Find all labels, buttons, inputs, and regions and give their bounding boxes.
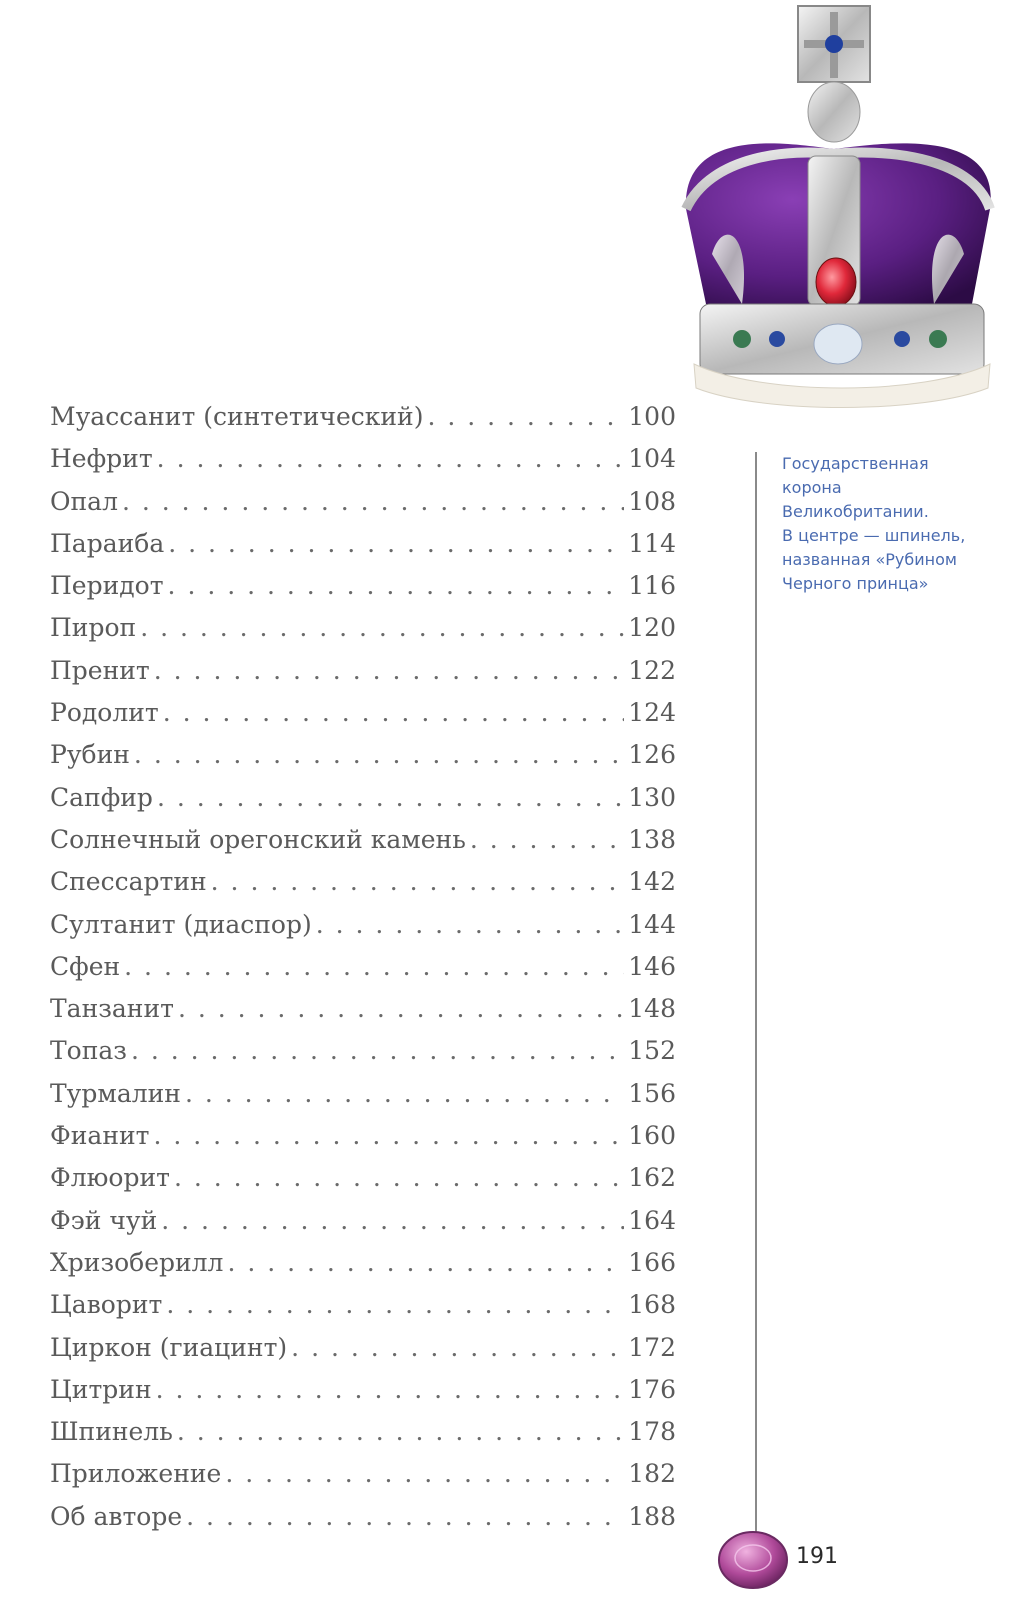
toc-entry	[50, 607, 676, 649]
toc-entry-title: Родолит	[50, 698, 159, 728]
toc-entry-title: Шпинель	[50, 1417, 173, 1447]
toc-entry-title: Параиба	[50, 528, 165, 558]
toc-entry	[50, 1030, 676, 1072]
toc-entry	[50, 565, 676, 607]
toc-entry-page: 116	[628, 571, 676, 601]
caption-line: названная «Рубином	[782, 550, 957, 569]
toc-leader-dots	[163, 692, 625, 734]
toc-entry-page: 120	[628, 613, 676, 643]
toc-entry-title: Топаз	[50, 1036, 127, 1066]
toc-entry-page: 124	[628, 698, 676, 728]
toc-entry	[50, 861, 676, 903]
toc-leader-dots	[470, 819, 624, 861]
vertical-rule	[755, 452, 757, 1544]
toc-leader-dots	[153, 1115, 624, 1157]
image-caption	[782, 452, 1008, 596]
toc-entry-title: Танзанит	[50, 994, 174, 1024]
toc-entry-page: 152	[628, 1036, 676, 1066]
toc-entry-page: 182	[628, 1459, 676, 1489]
toc-entry	[50, 946, 676, 988]
crown-illustration	[672, 4, 1012, 424]
toc-entry-page: 160	[628, 1121, 676, 1151]
toc-entry-title: Сапфир	[50, 782, 153, 812]
caption-line: Государственная	[782, 454, 929, 473]
toc-leader-dots	[166, 1284, 624, 1326]
toc-entry-page: 148	[628, 994, 676, 1024]
page-number: 191	[796, 1544, 838, 1569]
toc-entry-page: 162	[628, 1163, 676, 1193]
toc-entry-title: Солнечный орегонский камень	[50, 824, 466, 854]
toc-entry-title: Нефрит	[50, 444, 153, 474]
toc-entry-page: 188	[628, 1501, 676, 1531]
toc-entry	[50, 1327, 676, 1369]
toc-entry	[50, 1496, 676, 1538]
toc-entry-page: 164	[628, 1205, 676, 1235]
toc-entry	[50, 988, 676, 1030]
toc-entry	[50, 438, 676, 480]
toc-leader-dots	[227, 1242, 624, 1284]
toc-entry	[50, 1453, 676, 1495]
toc-entry-page: 156	[628, 1078, 676, 1108]
toc-leader-dots	[174, 1157, 624, 1199]
toc-leader-dots	[157, 777, 624, 819]
toc-entry	[50, 777, 676, 819]
toc-leader-dots	[124, 946, 624, 988]
toc-entry	[50, 396, 676, 438]
toc-entry-page: 138	[628, 824, 676, 854]
toc-leader-dots	[122, 481, 624, 523]
toc-entry	[50, 904, 676, 946]
caption-line: Великобритании.	[782, 502, 929, 521]
toc-entry	[50, 1200, 676, 1242]
toc-entry-title: Приложение	[50, 1459, 222, 1489]
toc-leader-dots	[157, 438, 625, 480]
toc-entry-page: 100	[628, 402, 676, 431]
toc-leader-dots	[427, 396, 624, 438]
toc-entry-title: Флюорит	[50, 1163, 170, 1193]
caption-line: В центре — шпинель,	[782, 526, 966, 545]
toc-entry-page: 144	[628, 909, 676, 939]
toc-entry-title: Перидот	[50, 571, 164, 601]
toc-entry-page: 176	[628, 1374, 676, 1404]
toc-entry-title: Пироп	[50, 613, 137, 643]
toc-entry-page: 166	[628, 1247, 676, 1277]
toc-entry	[50, 734, 676, 776]
toc-entry	[50, 1411, 676, 1453]
toc-entry	[50, 650, 676, 692]
toc-entry-title: Хризоберилл	[50, 1247, 224, 1277]
toc-leader-dots	[140, 607, 624, 649]
toc-entry	[50, 1073, 676, 1115]
toc-entry-page: 130	[628, 782, 676, 812]
toc-entry-title: Циркон (гиацинт)	[50, 1332, 288, 1362]
toc-entry-title: Цитрин	[50, 1374, 152, 1404]
toc-entry-page: 104	[628, 444, 676, 474]
toc-leader-dots	[211, 861, 625, 903]
toc-leader-dots	[131, 1030, 624, 1072]
toc-leader-dots	[161, 1200, 624, 1242]
toc-entry	[50, 1242, 676, 1284]
toc-entry-page: 122	[628, 655, 676, 685]
toc-entry-title: Сфен	[50, 951, 121, 981]
toc-leader-dots	[154, 650, 625, 692]
toc-entry	[50, 819, 676, 861]
toc-entry-title: Фианит	[50, 1121, 150, 1151]
toc-leader-dots	[177, 1411, 624, 1453]
gem-icon	[716, 1528, 790, 1592]
toc-entry-title: Пренит	[50, 655, 150, 685]
toc-entry-page: 114	[628, 528, 676, 558]
toc-entry-page: 126	[628, 740, 676, 770]
toc-entry-title: Фэй чуй	[50, 1205, 158, 1235]
toc-entry-page: 178	[628, 1417, 676, 1447]
toc-entry-page: 168	[628, 1290, 676, 1320]
toc-leader-dots	[291, 1327, 624, 1369]
caption-line: корона	[782, 478, 842, 497]
toc-entry-title: Спессартин	[50, 867, 207, 897]
toc-entry-page: 172	[628, 1332, 676, 1362]
toc-entry-title: Опал	[50, 486, 118, 516]
toc-leader-dots	[178, 988, 624, 1030]
toc-entry-title: Турмалин	[50, 1078, 181, 1108]
toc-entry-title: Цаворит	[50, 1290, 163, 1320]
toc-entry	[50, 1115, 676, 1157]
toc-leader-dots	[316, 904, 625, 946]
toc-entry-page: 146	[628, 951, 676, 981]
toc-entry-page: 108	[628, 486, 676, 516]
toc-entry	[50, 692, 676, 734]
toc-entry-title: Об авторе	[50, 1501, 183, 1531]
toc-entry-title: Султанит (диаспор)	[50, 909, 312, 939]
toc-leader-dots	[168, 523, 624, 565]
toc-leader-dots	[225, 1453, 624, 1495]
toc-leader-dots	[134, 734, 624, 776]
toc-entry	[50, 1284, 676, 1326]
table-of-contents	[50, 396, 676, 1538]
toc-leader-dots	[168, 565, 625, 607]
toc-entry-title: Рубин	[50, 740, 130, 770]
toc-entry	[50, 523, 676, 565]
caption-line: Черного принца»	[782, 574, 929, 593]
toc-entry	[50, 1157, 676, 1199]
toc-leader-dots	[156, 1369, 625, 1411]
toc-entry-title: Муассанит (синтетический)	[50, 402, 424, 431]
toc-entry	[50, 1369, 676, 1411]
toc-entry-page: 142	[628, 867, 676, 897]
toc-leader-dots	[185, 1073, 624, 1115]
toc-leader-dots	[186, 1496, 624, 1538]
toc-entry	[50, 481, 676, 523]
